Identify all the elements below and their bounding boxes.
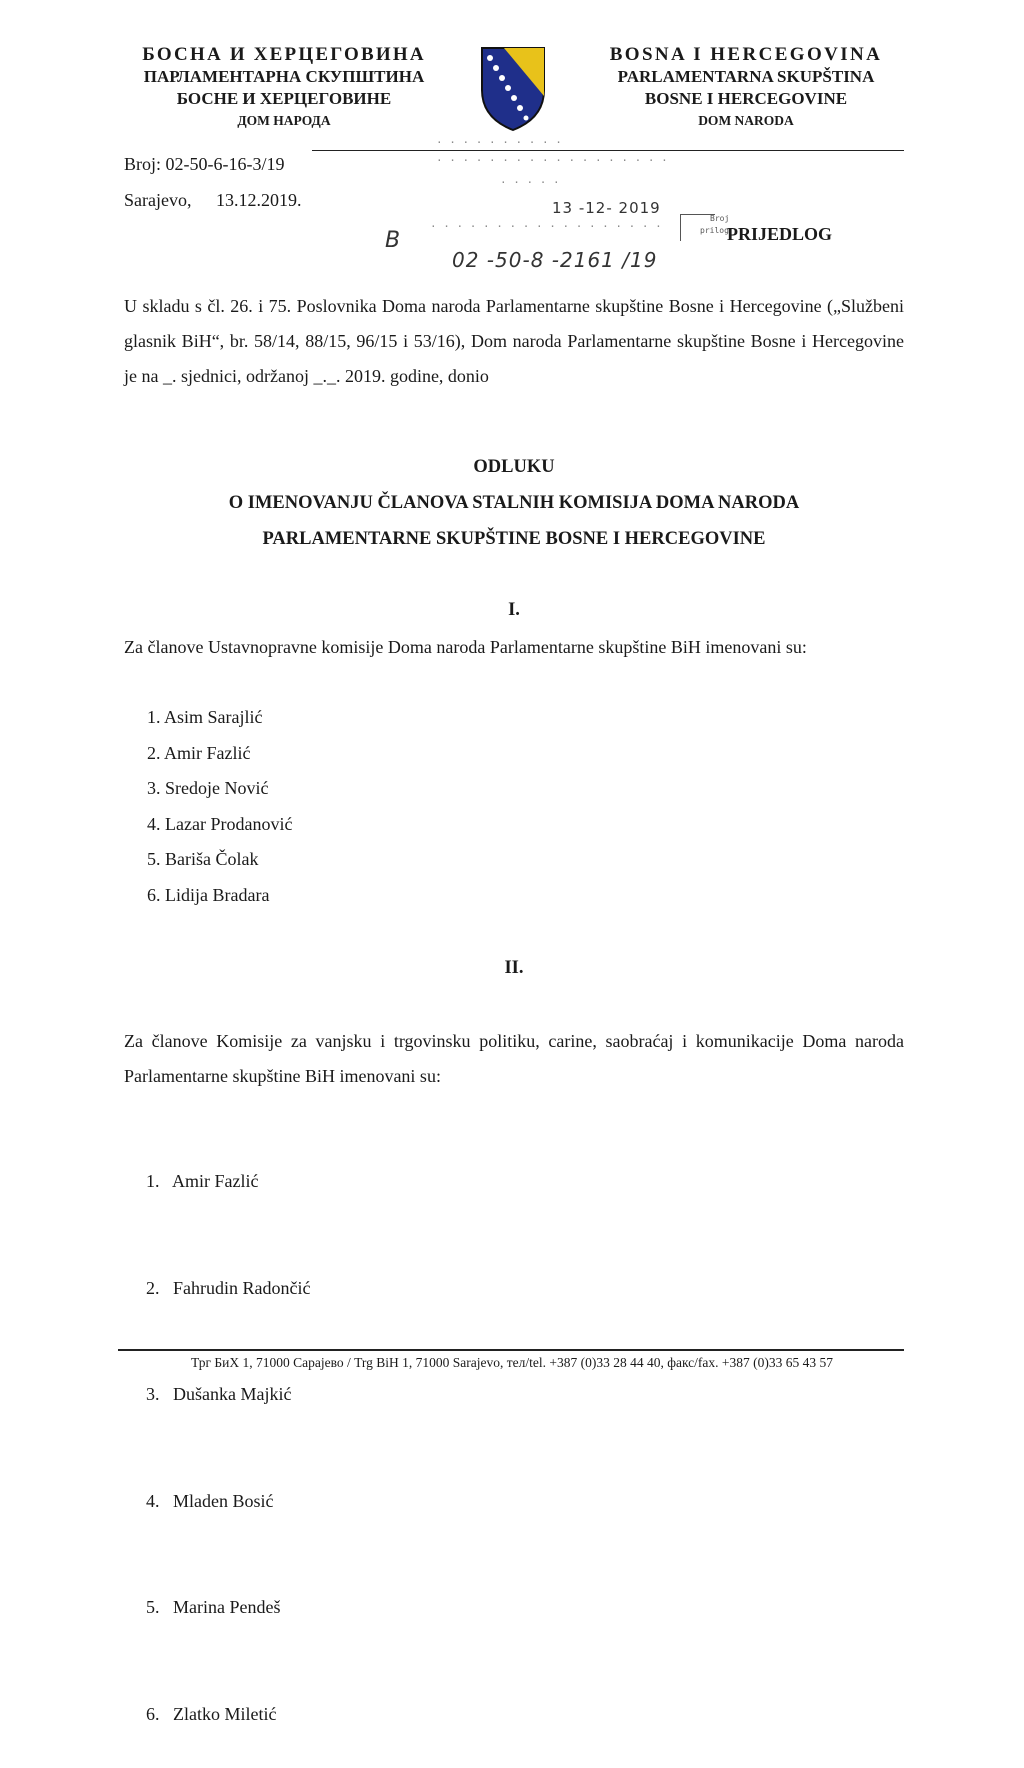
section-1-member-list <box>147 700 292 913</box>
stamp-box <box>680 214 715 241</box>
section-2-member-list <box>146 1093 310 1768</box>
stamp-faint-line1: · · · · · · · · · · <box>436 136 562 149</box>
stamp-prilog-label: prilog <box>700 226 729 235</box>
document-date: 13.12.2019. <box>216 190 302 210</box>
stamp-date: 13 -12- 2019 <box>552 199 661 217</box>
footer-address: Трг БиХ 1, 71000 Сарајево / Trg BiH 1, 71000 Sarajevo, тел/tel. +387 (0)33 28 44 40, факс/fax. +387 (0)33 65 43 57 <box>190 1355 834 1370</box>
list-item: 5. Bariša Čolak <box>147 849 259 869</box>
stamp-faint-line3: · · · · · <box>500 176 560 189</box>
list-item: 2. Amir Fazlić <box>147 742 251 763</box>
stamp-broj-label: Broj <box>710 214 730 223</box>
header-right-line3: BOSNE I HERCEGOVINE <box>644 89 848 108</box>
list-item: 4. Lazar Prodanović <box>147 813 293 834</box>
decision-subtitle-line2: PARLAMENTARNE SKUPŠTINE BOSNE I HERCEGOVINE <box>262 529 766 549</box>
header-left-line2: ПАРЛАМЕНТАРНА СКУПШТИНА <box>143 67 425 86</box>
footer-divider <box>118 1349 904 1351</box>
section-2-numeral: II. <box>504 958 524 978</box>
handwritten-letter: B <box>385 228 401 253</box>
header-left-line4: ДОМ НАРОДА <box>237 113 331 128</box>
list-item: 2. Fahrudin Radončić <box>146 1277 311 1298</box>
section-2-text: Za članove Komisije za vanjsku i trgovinsku politiku, carine, saobraćaj i komunikacije Doma naroda Parlamentarne skupštine BiH imenovani su: <box>124 1031 904 1086</box>
list-item: 3. Dušanka Majkić <box>146 1384 292 1404</box>
header-right <box>586 44 906 132</box>
header-right-line2: PARLAMENTARNA SKUPŠTINA <box>617 67 875 86</box>
decision-title: ODLUKU <box>473 457 555 477</box>
header-left <box>112 44 456 132</box>
header-left-line1: БОСНА И ХЕРЦЕГОВИНА <box>142 44 426 65</box>
proposal-label: PRIJEDLOG <box>727 224 833 244</box>
header-divider <box>312 150 904 151</box>
stamp-faint-line4: · · · · · · · · · · · · · · · · · · <box>430 220 662 233</box>
list-item: 3. Sredoje Nović <box>147 778 269 798</box>
list-item: 6. Zlatko Miletić <box>146 1703 277 1724</box>
list-item: 4. Mladen Bosić <box>146 1490 274 1511</box>
list-item: 5. Marina Pendeš <box>146 1597 281 1617</box>
header-right-line1: BOSNA I HERCEGOVINA <box>609 44 883 65</box>
list-item: 1. Asim Sarajlić <box>147 707 263 727</box>
decision-subtitle-line1: O IMENOVANJU ČLANOVA STALNIH KOMISIJA DOMA NARODA <box>228 493 800 513</box>
section-1-text: Za članove Ustavnopravne komisije Doma naroda Parlamentarne skupštine BiH imenovani su: <box>124 637 807 657</box>
header-left-line3: БОСНЕ И ХЕРЦЕГОВИНЕ <box>176 89 392 108</box>
intro-paragraph: U skladu s čl. 26. i 75. Poslovnika Doma naroda Parlamentarne skupštine Bosne i Hercegovine („Službeni glasnik BiH“, br. 58/14, 88/15, 96/15 i 53/16), Dom naroda Parlamentarne skupštine Bosne i Hercegovine je na _. sjednici, održanoj _._. 2019. godine, donio <box>124 296 904 386</box>
document-place: Sarajevo, <box>124 190 192 210</box>
stamp-faint-line2: · · · · · · · · · · · · · · · · · · <box>436 154 668 167</box>
list-item: 6. Lidija Bradara <box>147 884 270 905</box>
header-right-line4: DOM NARODA <box>698 113 794 128</box>
handwritten-registry-number: 02 -50-8 -2161 /19 <box>452 248 658 272</box>
section-1-numeral: I. <box>508 600 520 620</box>
list-item: 1. Amir Fazlić <box>146 1171 259 1191</box>
coat-of-arms-icon <box>476 44 550 132</box>
document-number: Broj: 02-50-6-16-3/19 <box>124 154 285 174</box>
